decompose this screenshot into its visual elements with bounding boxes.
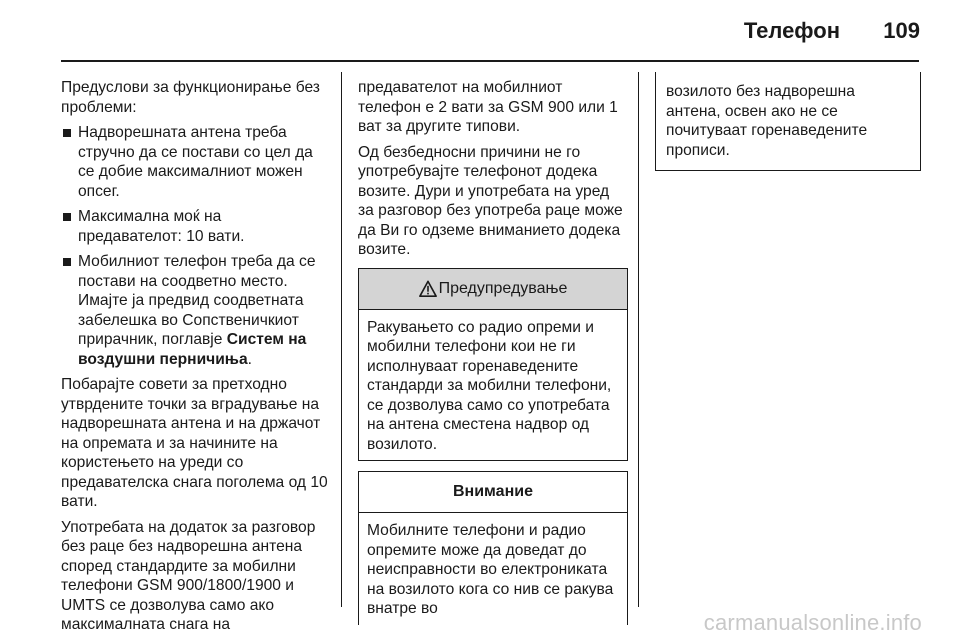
bullet-square-icon: [63, 129, 71, 137]
watermark: carmanualsonline.info: [703, 610, 922, 635]
warning-box: [358, 268, 628, 462]
page-header: [0, 0, 960, 60]
notice-header: [359, 472, 627, 513]
column-divider: [341, 72, 342, 607]
list-item: [61, 123, 329, 201]
warning-body: Ракувањето со радио опреми и мобилни телефони кои не ги исполнуваат горенаведените стандарди за мобилни телефони, се дозволува само со употребата на антена сместена надвор од возилото.: [367, 318, 612, 453]
column-2: [358, 78, 628, 625]
column-3: [655, 72, 921, 171]
page-number: 109: [883, 18, 920, 43]
bullet-square-icon: [63, 213, 71, 221]
warning-header: [359, 269, 627, 310]
paragraph: предавателот на мобилниот телефон е 2 вати за GSM 900 или 1 ват за другите типови.: [358, 79, 618, 135]
bullet-square-icon: [63, 258, 71, 266]
chapter-reference: Систем на воздушни перничиња: [78, 331, 307, 368]
notice-box: [358, 471, 628, 625]
header-title: Телефон: [743, 18, 840, 43]
list-item: [61, 207, 329, 246]
warning-title: Предупредување: [438, 279, 568, 297]
list-item-text: Надворешната антена треба стручно да се постави со цел да се добие максималниот можен опсег.: [78, 124, 313, 200]
notice-title: Внимание: [453, 483, 533, 501]
notice-box-continued: [655, 72, 921, 171]
list-item-end: .: [247, 350, 252, 368]
list-item: [61, 252, 329, 369]
intro-text: Предуслови за функционирање без проблеми:: [61, 79, 320, 116]
paragraph: Употребата на додаток за разговор без раце без надворешна антена според стандардите за мобилни телефони GSM 900/1800/1900 и UMTS се дозволува само ако максималната снага на: [61, 518, 316, 633]
paragraph: Побарајте совети за претходно утврдените точки за вградување на надворешната антена и на држачот на опремата и за начините на користењето на уреди со предавателска снага поголема од 10 вати.: [61, 376, 328, 510]
paragraph: Од безбедносни причини не го употребувајте телефонот додека возите. Дури и употребата на уред за разговор без употреба раце може да Ви го одземе вниманието додека возите.: [358, 143, 623, 258]
warning-triangle-icon: [419, 280, 437, 298]
notice-body: Мобилните телефони и радио опремите може да доведат до неисправности во електрониката на возилото кога со нив се ракува внатре во: [367, 522, 614, 617]
column-1: [61, 78, 329, 641]
column-divider: [638, 72, 639, 607]
header-rule: [61, 60, 919, 62]
requirements-list: [61, 123, 329, 369]
list-item-text: Максимална моќ на предавателот: 10 вати.: [78, 208, 245, 245]
notice-body-continued: возилото без надворешна антена, освен ако не се почитуваат горенаведените прописи.: [666, 83, 868, 159]
list-item-text: Мобилниот телефон треба да се постави на соодветно место. Имајте ја предвид соодветната забелешка во Сопственичкиот прирачник, поглавје: [78, 253, 316, 348]
